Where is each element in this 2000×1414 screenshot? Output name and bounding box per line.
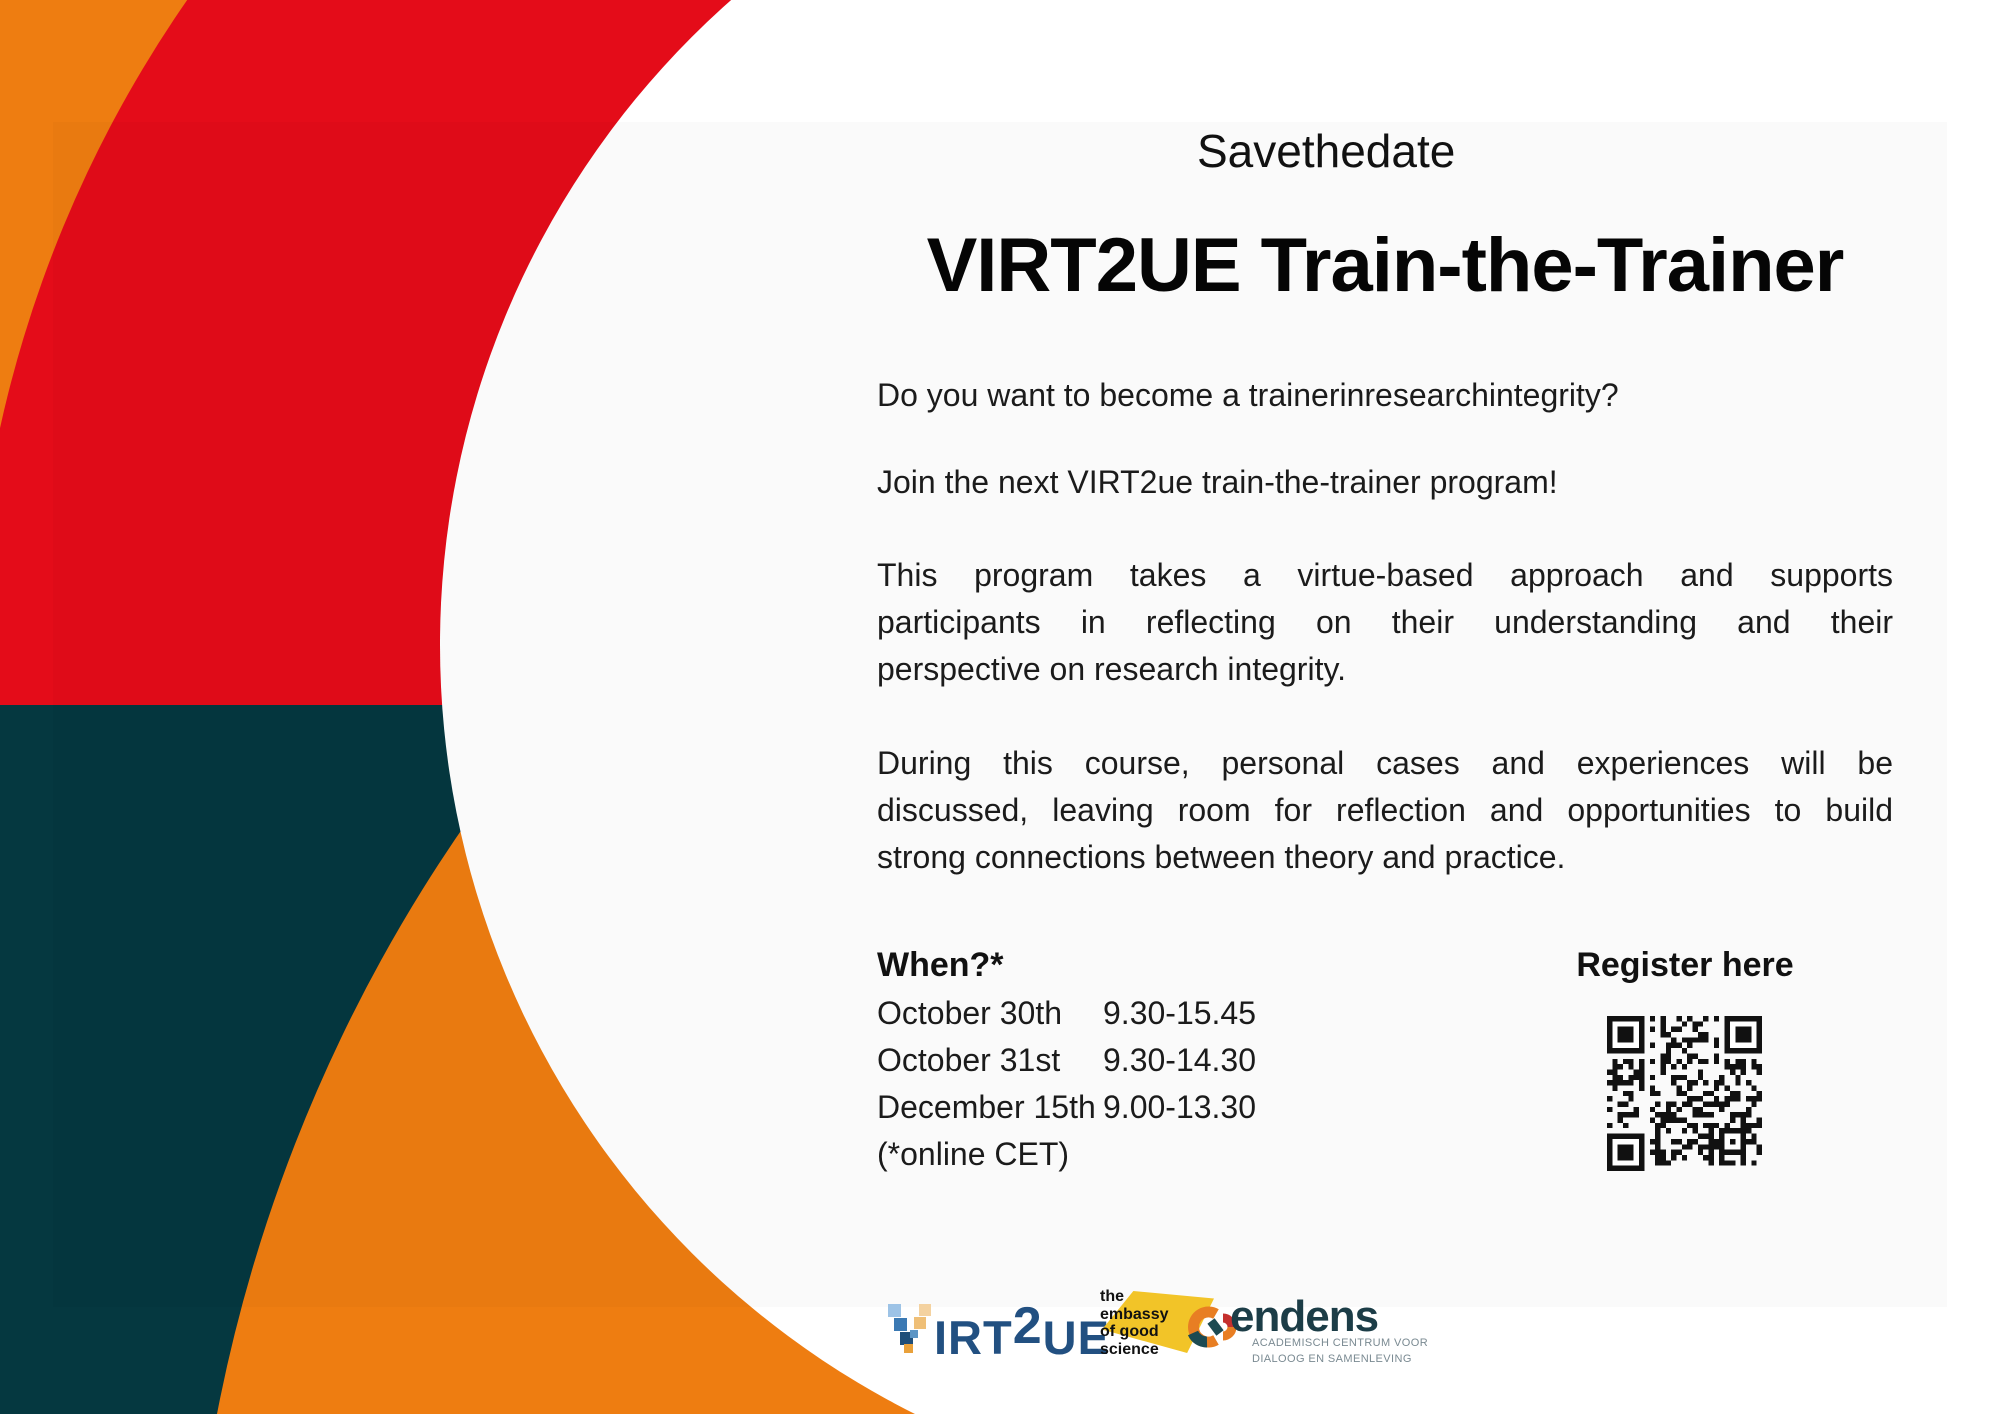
- schedule-time: 9.00-13.30: [1103, 1089, 1257, 1125]
- endens-logo-tagline: DIALOOG EN SAMENLEVING: [1252, 1353, 1412, 1365]
- schedule-row: [877, 1037, 1256, 1084]
- schedule-time: 9.30-14.30: [1103, 1042, 1257, 1078]
- qr-code[interactable]: [1607, 1016, 1762, 1171]
- register-here-label: Register here: [1576, 946, 1794, 984]
- intro-line-2: Join the next VIRT2ue train-the-trainer program!: [877, 464, 1558, 500]
- paragraph-line: perspective on research integrity.: [877, 651, 1346, 687]
- page-title: VIRT2UE Train-the-Trainer: [926, 223, 1844, 308]
- paragraph-line: strong connections between theory and practice.: [877, 839, 1566, 875]
- endens-logo-icon: [1186, 1294, 1236, 1360]
- paragraph-line: During this course, personal cases and experiences will be: [877, 745, 1893, 781]
- paragraph-course: [877, 740, 1893, 881]
- schedule-row: [877, 1084, 1256, 1131]
- embassy-logo-text: the embassy of good science: [1100, 1288, 1169, 1358]
- endens-logo-tagline: ACADEMISCH CENTRUM VOOR: [1252, 1337, 1429, 1349]
- schedule-date: October 30th: [877, 995, 1062, 1031]
- virt2ue-logo-wordmark: IRT2UE: [934, 1297, 1110, 1364]
- intro-line-1: Do you want to become a trainerinresearchintegrity?: [877, 377, 1619, 413]
- schedule-note: (*online CET): [877, 1136, 1070, 1172]
- virt2ue-logo-icon: [886, 1300, 934, 1358]
- paragraph-line: This program takes a virtue-based approach and supports: [877, 557, 1893, 593]
- paragraph-program: [877, 552, 1893, 693]
- paragraph-line: participants in reflecting on their understanding and their: [877, 604, 1893, 640]
- schedule-row: [877, 990, 1256, 1037]
- endens-logo-wordmark: endens: [1230, 1292, 1379, 1341]
- schedule-date: December 15th: [877, 1089, 1096, 1125]
- paragraph-line: discussed, leaving room for reflection and opportunities to build: [877, 792, 1893, 828]
- kicker: Savethedate: [1197, 125, 1456, 177]
- schedule-date: October 31st: [877, 1042, 1061, 1078]
- schedule-time: 9.30-15.45: [1103, 995, 1257, 1031]
- schedule: [877, 990, 1256, 1178]
- when-heading: When?*: [877, 946, 1004, 984]
